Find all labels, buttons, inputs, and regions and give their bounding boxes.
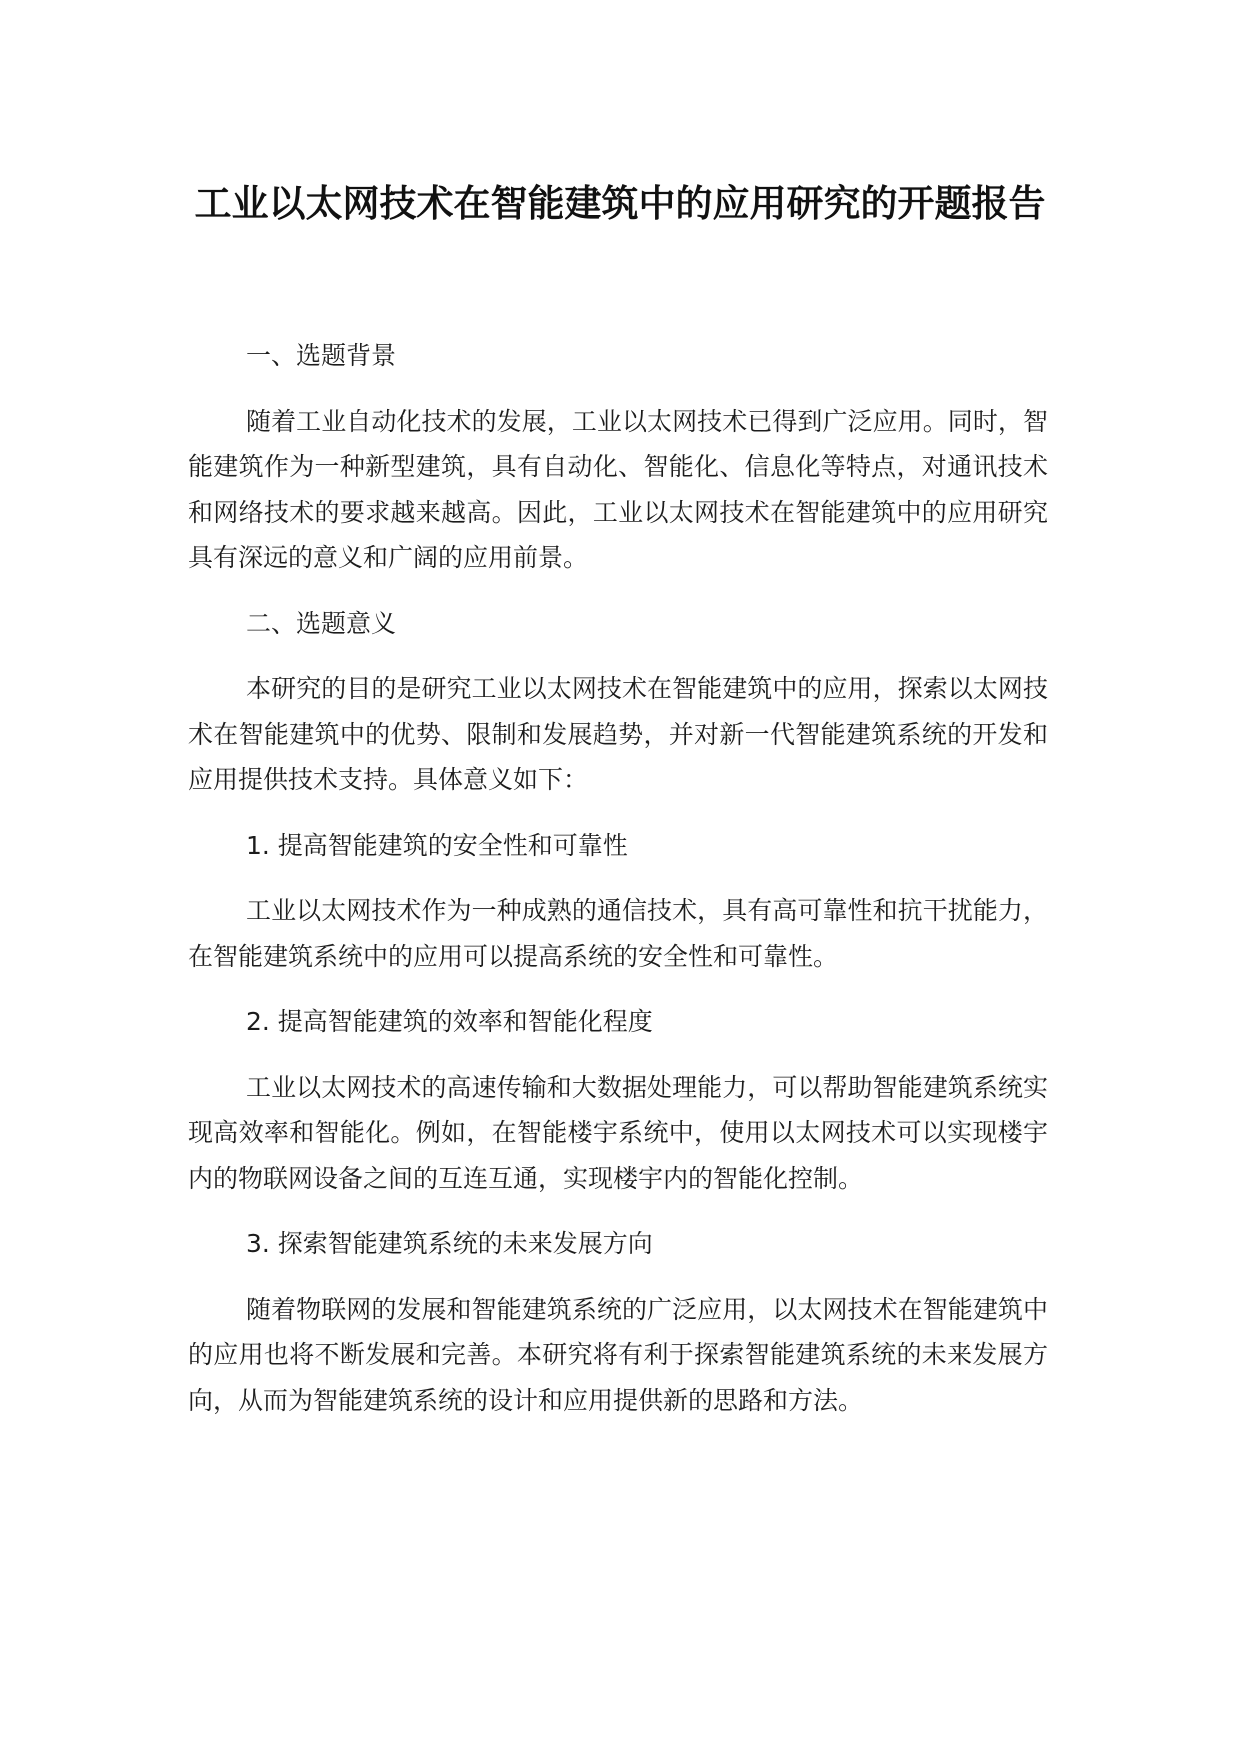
- section-heading-background: 一、选题背景: [246, 341, 397, 370]
- section-heading-significance: 二、选题意义: [246, 608, 397, 638]
- document-body: [188, 333, 1048, 1423]
- subheading-future: 3. 探索智能建筑系统的未来发展方向: [246, 1229, 653, 1258]
- paragraph-significance: 本研究的目的是研究工业以太网技术在智能建筑中的应用，探索以太网技术在智能建筑中的优势、限制和发展趋势，并对新一代智能建筑系统的开发和应用提供技术支持。具体意义如下：: [188, 674, 1048, 794]
- document-title: 工业以太网技术在智能建筑中的应用研究的开题报告: [194, 182, 1046, 225]
- subheading-efficiency: 2. 提高智能建筑的效率和智能化程度: [246, 1007, 653, 1036]
- subheading-safety: 1. 提高智能建筑的安全性和可靠性: [246, 830, 628, 860]
- paragraph-future: 随着物联网的发展和智能建筑系统的广泛应用，以太网技术在智能建筑中的应用也将不断发展和完善。本研究将有利于探索智能建筑系统的未来发展方向，从而为智能建筑系统的设计和应用提供新的思路和方法。: [188, 1294, 1048, 1415]
- paragraph-safety: 工业以太网技术作为一种成熟的通信技术，具有高可靠性和抗干扰能力，在智能建筑系统中的应用可以提高系统的安全性和可靠性。: [188, 896, 1048, 971]
- paragraph-background: 随着工业自动化技术的发展，工业以太网技术已得到广泛应用。同时，智能建筑作为一种新型建筑，具有自动化、智能化、信息化等特点，对通讯技术和网络技术的要求越来越高。因此，工业以太网技术在智能建筑中的应用研究具有深远的意义和广阔的应用前景。: [188, 406, 1048, 572]
- paragraph-efficiency: 工业以太网技术的高速传输和大数据处理能力，可以帮助智能建筑系统实现高效率和智能化。例如，在智能楼宇系统中，使用以太网技术可以实现楼宇内的物联网设备之间的互连互通，实现楼宇内的智能化控制。: [188, 1072, 1048, 1193]
